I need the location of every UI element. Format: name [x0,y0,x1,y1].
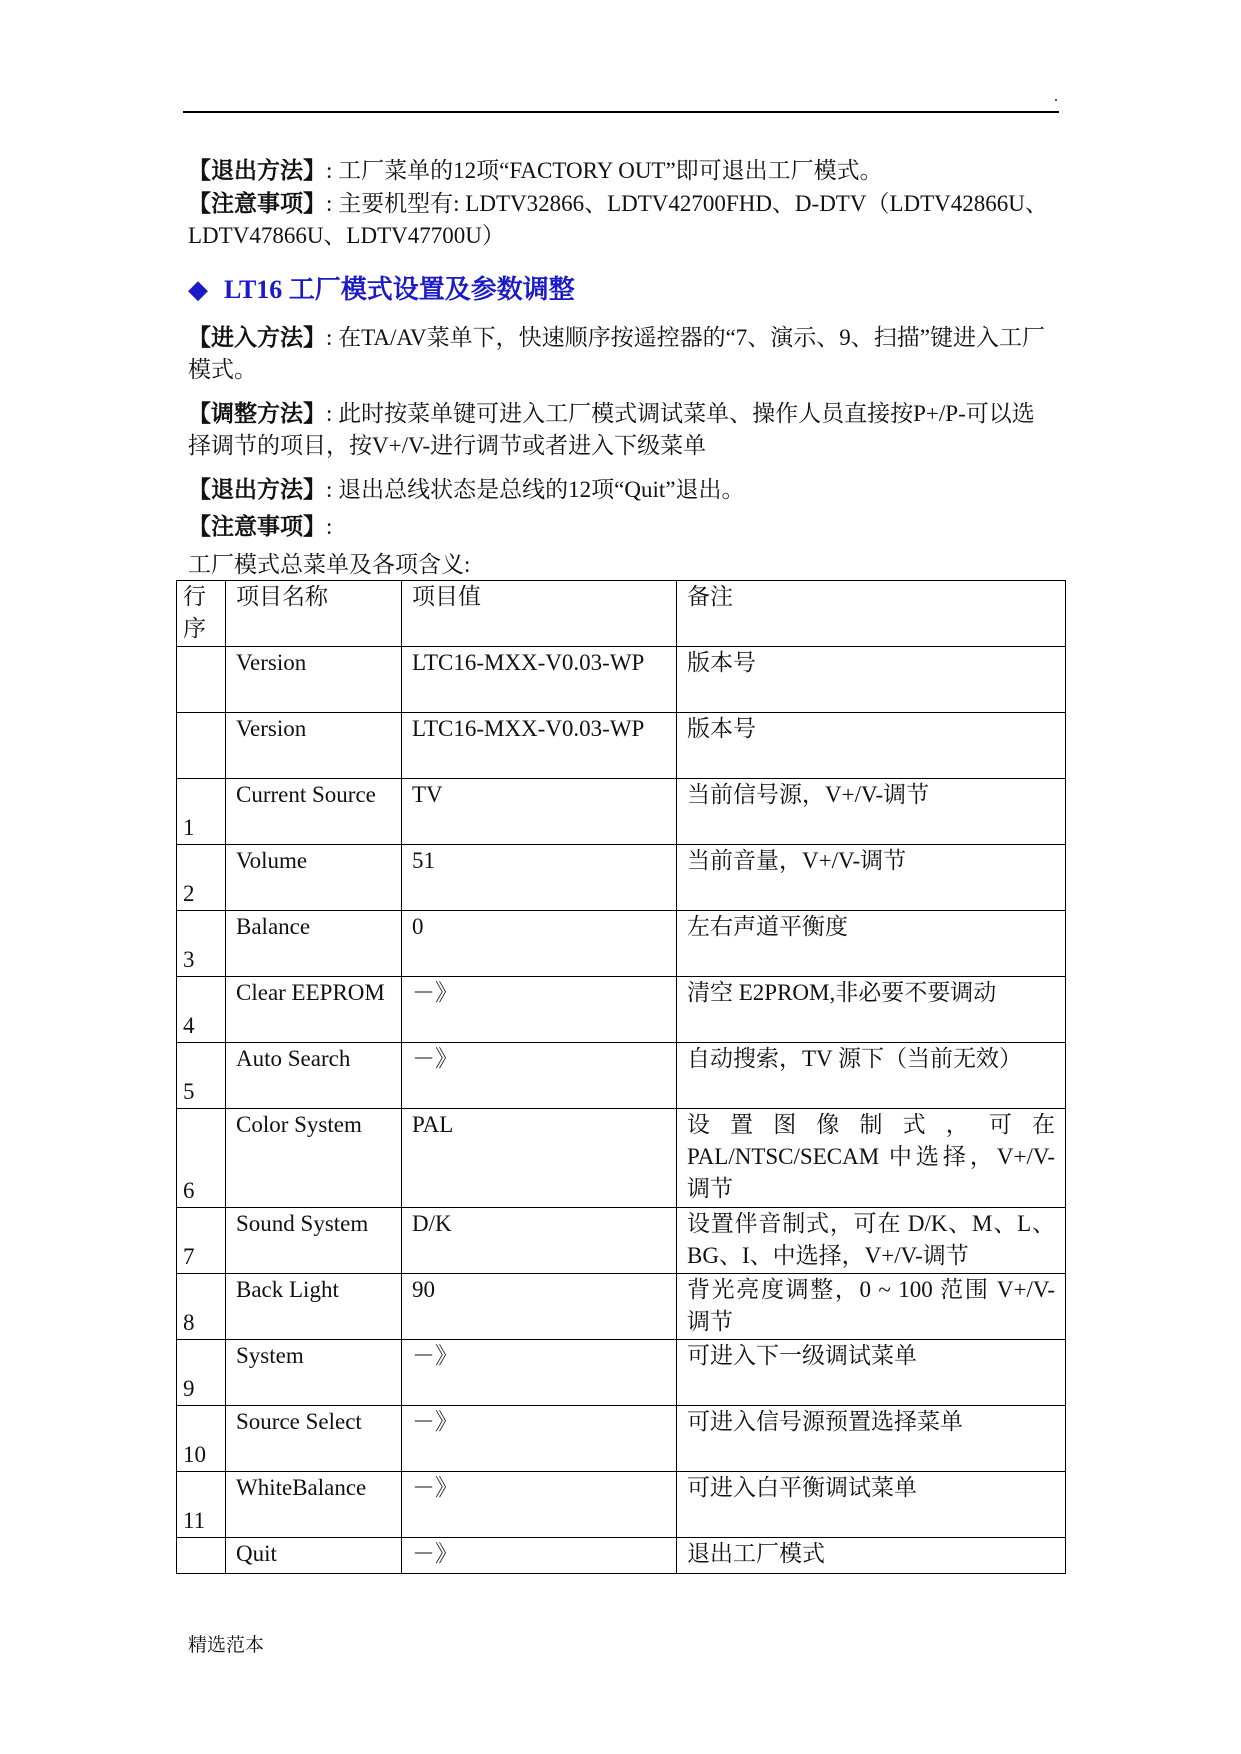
table-row [177,1109,1066,1208]
row-index-cell: 1 [177,779,226,845]
row-name-cell: Volume [226,845,402,911]
table-row [177,713,1066,779]
row-name-cell: Back Light [226,1274,402,1340]
header-cell-note: 备注 [677,581,1066,647]
header-cell-value: 项目值 [402,581,677,647]
row-note-cell: 退出工厂模式 [677,1538,1066,1574]
row-note-cell: 可进入白平衡调试菜单 [677,1472,1066,1538]
section-heading [188,269,575,306]
row-value-cell: 0 [402,911,677,977]
exit-method-2-label: 【退出方法】 [188,477,326,502]
header-rule [183,111,1059,113]
footer-text: 精选范本 [188,1635,265,1656]
row-value-cell: LTC16-MXX-V0.03-WP [402,713,677,779]
header-cell-index: 行序 [177,581,226,647]
row-index-cell: 7 [177,1208,226,1274]
exit-method-2-text: : 退出总线状态是总线的12项“Quit”退出。 [326,477,745,502]
row-name-cell: Clear EEPROM [226,977,402,1043]
exit-method-label: 【退出方法】 [188,158,326,183]
row-note-cell: 版本号 [677,713,1066,779]
table-caption: 工厂模式总菜单及各项含义: [188,552,471,577]
notes-text: : [326,514,333,539]
table-row [177,1274,1066,1340]
row-index-cell: 3 [177,911,226,977]
table-row [177,977,1066,1043]
row-note-cell: 清空 E2PROM,非必要不要调动 [677,977,1066,1043]
enter-method-text: : 在TA/AV菜单下，快速顺序按遥控器的“7、演示、9、扫描”键进入工厂模式。 [188,325,1046,382]
models-note-paragraph [188,188,1054,252]
row-name-cell: Source Select [226,1406,402,1472]
row-index-cell [177,1538,226,1574]
enter-method-paragraph [188,322,1054,386]
table-row [177,1208,1066,1274]
adjust-method-text: : 此时按菜单键可进入工厂模式调试菜单、操作人员直接按P+/P-可以选择调节的项目，按V+/V-进行调节或者进入下级菜单 [188,401,1035,458]
row-value-cell: PAL [402,1109,677,1208]
diamond-bullet-icon: ◆ [188,275,208,304]
header-mark: . [1054,88,1058,105]
row-note-cell: 设置图像制式，可在 PAL/NTSC/SECAM 中选择，V+/V-调节 [677,1109,1066,1208]
exit-method-paragraph [188,155,1054,187]
row-index-cell [177,713,226,779]
row-name-cell: Version [226,713,402,779]
row-index-cell: 5 [177,1043,226,1109]
row-value-cell: 51 [402,845,677,911]
row-name-cell: System [226,1340,402,1406]
table-row [177,1538,1066,1574]
row-note-cell: 可进入信号源预置选择菜单 [677,1406,1066,1472]
row-index-cell [177,647,226,713]
row-value-cell: 90 [402,1274,677,1340]
row-value-cell: －》 [402,1340,677,1406]
row-index-cell: 6 [177,1109,226,1208]
table-row [177,845,1066,911]
row-value-cell: D/K [402,1208,677,1274]
row-index-cell: 2 [177,845,226,911]
table-row [177,779,1066,845]
models-note-text: : 主要机型有: LDTV32866、LDTV42700FHD、D-DTV（LDTV42866U、LDTV47866U、LDTV47700U） [188,191,1048,248]
row-name-cell: WhiteBalance [226,1472,402,1538]
notes-paragraph [188,511,1054,543]
section-heading-text: LT16 工厂模式设置及参数调整 [224,275,575,304]
enter-method-label: 【进入方法】 [188,325,326,350]
row-note-cell: 背光亮度调整，0 ~ 100 范围 V+/V-调节 [677,1274,1066,1340]
row-value-cell: －》 [402,1472,677,1538]
row-value-cell: －》 [402,1538,677,1574]
row-index-cell: 11 [177,1472,226,1538]
table-row [177,1043,1066,1109]
row-value-cell: LTC16-MXX-V0.03-WP [402,647,677,713]
row-value-cell: －》 [402,1043,677,1109]
table-row [177,647,1066,713]
row-index-cell: 10 [177,1406,226,1472]
row-index-cell: 9 [177,1340,226,1406]
factory-menu-table [176,580,1066,1574]
row-index-cell: 8 [177,1274,226,1340]
notes-label: 【注意事项】 [188,514,326,539]
row-note-cell: 当前信号源，V+/V-调节 [677,779,1066,845]
row-note-cell: 当前音量，V+/V-调节 [677,845,1066,911]
header-cell-name: 项目名称 [226,581,402,647]
table-header-row [177,581,1066,647]
table-row [177,1406,1066,1472]
row-name-cell: Current Source [226,779,402,845]
row-note-cell: 版本号 [677,647,1066,713]
table-row [177,911,1066,977]
row-note-cell: 自动搜索，TV 源下（当前无效） [677,1043,1066,1109]
models-note-label: 【注意事项】 [188,191,326,216]
exit-method-2-paragraph [188,474,1054,506]
row-name-cell: Quit [226,1538,402,1574]
adjust-method-paragraph [188,398,1054,462]
adjust-method-label: 【调整方法】 [188,401,326,426]
row-value-cell: －》 [402,977,677,1043]
row-value-cell: TV [402,779,677,845]
row-name-cell: Balance [226,911,402,977]
row-name-cell: Color System [226,1109,402,1208]
exit-method-text: : 工厂菜单的12项“FACTORY OUT”即可退出工厂模式。 [326,158,883,183]
row-name-cell: Auto Search [226,1043,402,1109]
table-row [177,1340,1066,1406]
row-note-cell: 可进入下一级调试菜单 [677,1340,1066,1406]
row-value-cell: －》 [402,1406,677,1472]
row-note-cell: 左右声道平衡度 [677,911,1066,977]
row-index-cell: 4 [177,977,226,1043]
row-note-cell: 设置伴音制式，可在 D/K、M、L、BG、I、中选择，V+/V-调节 [677,1208,1066,1274]
row-name-cell: Sound System [226,1208,402,1274]
row-name-cell: Version [226,647,402,713]
table-row [177,1472,1066,1538]
